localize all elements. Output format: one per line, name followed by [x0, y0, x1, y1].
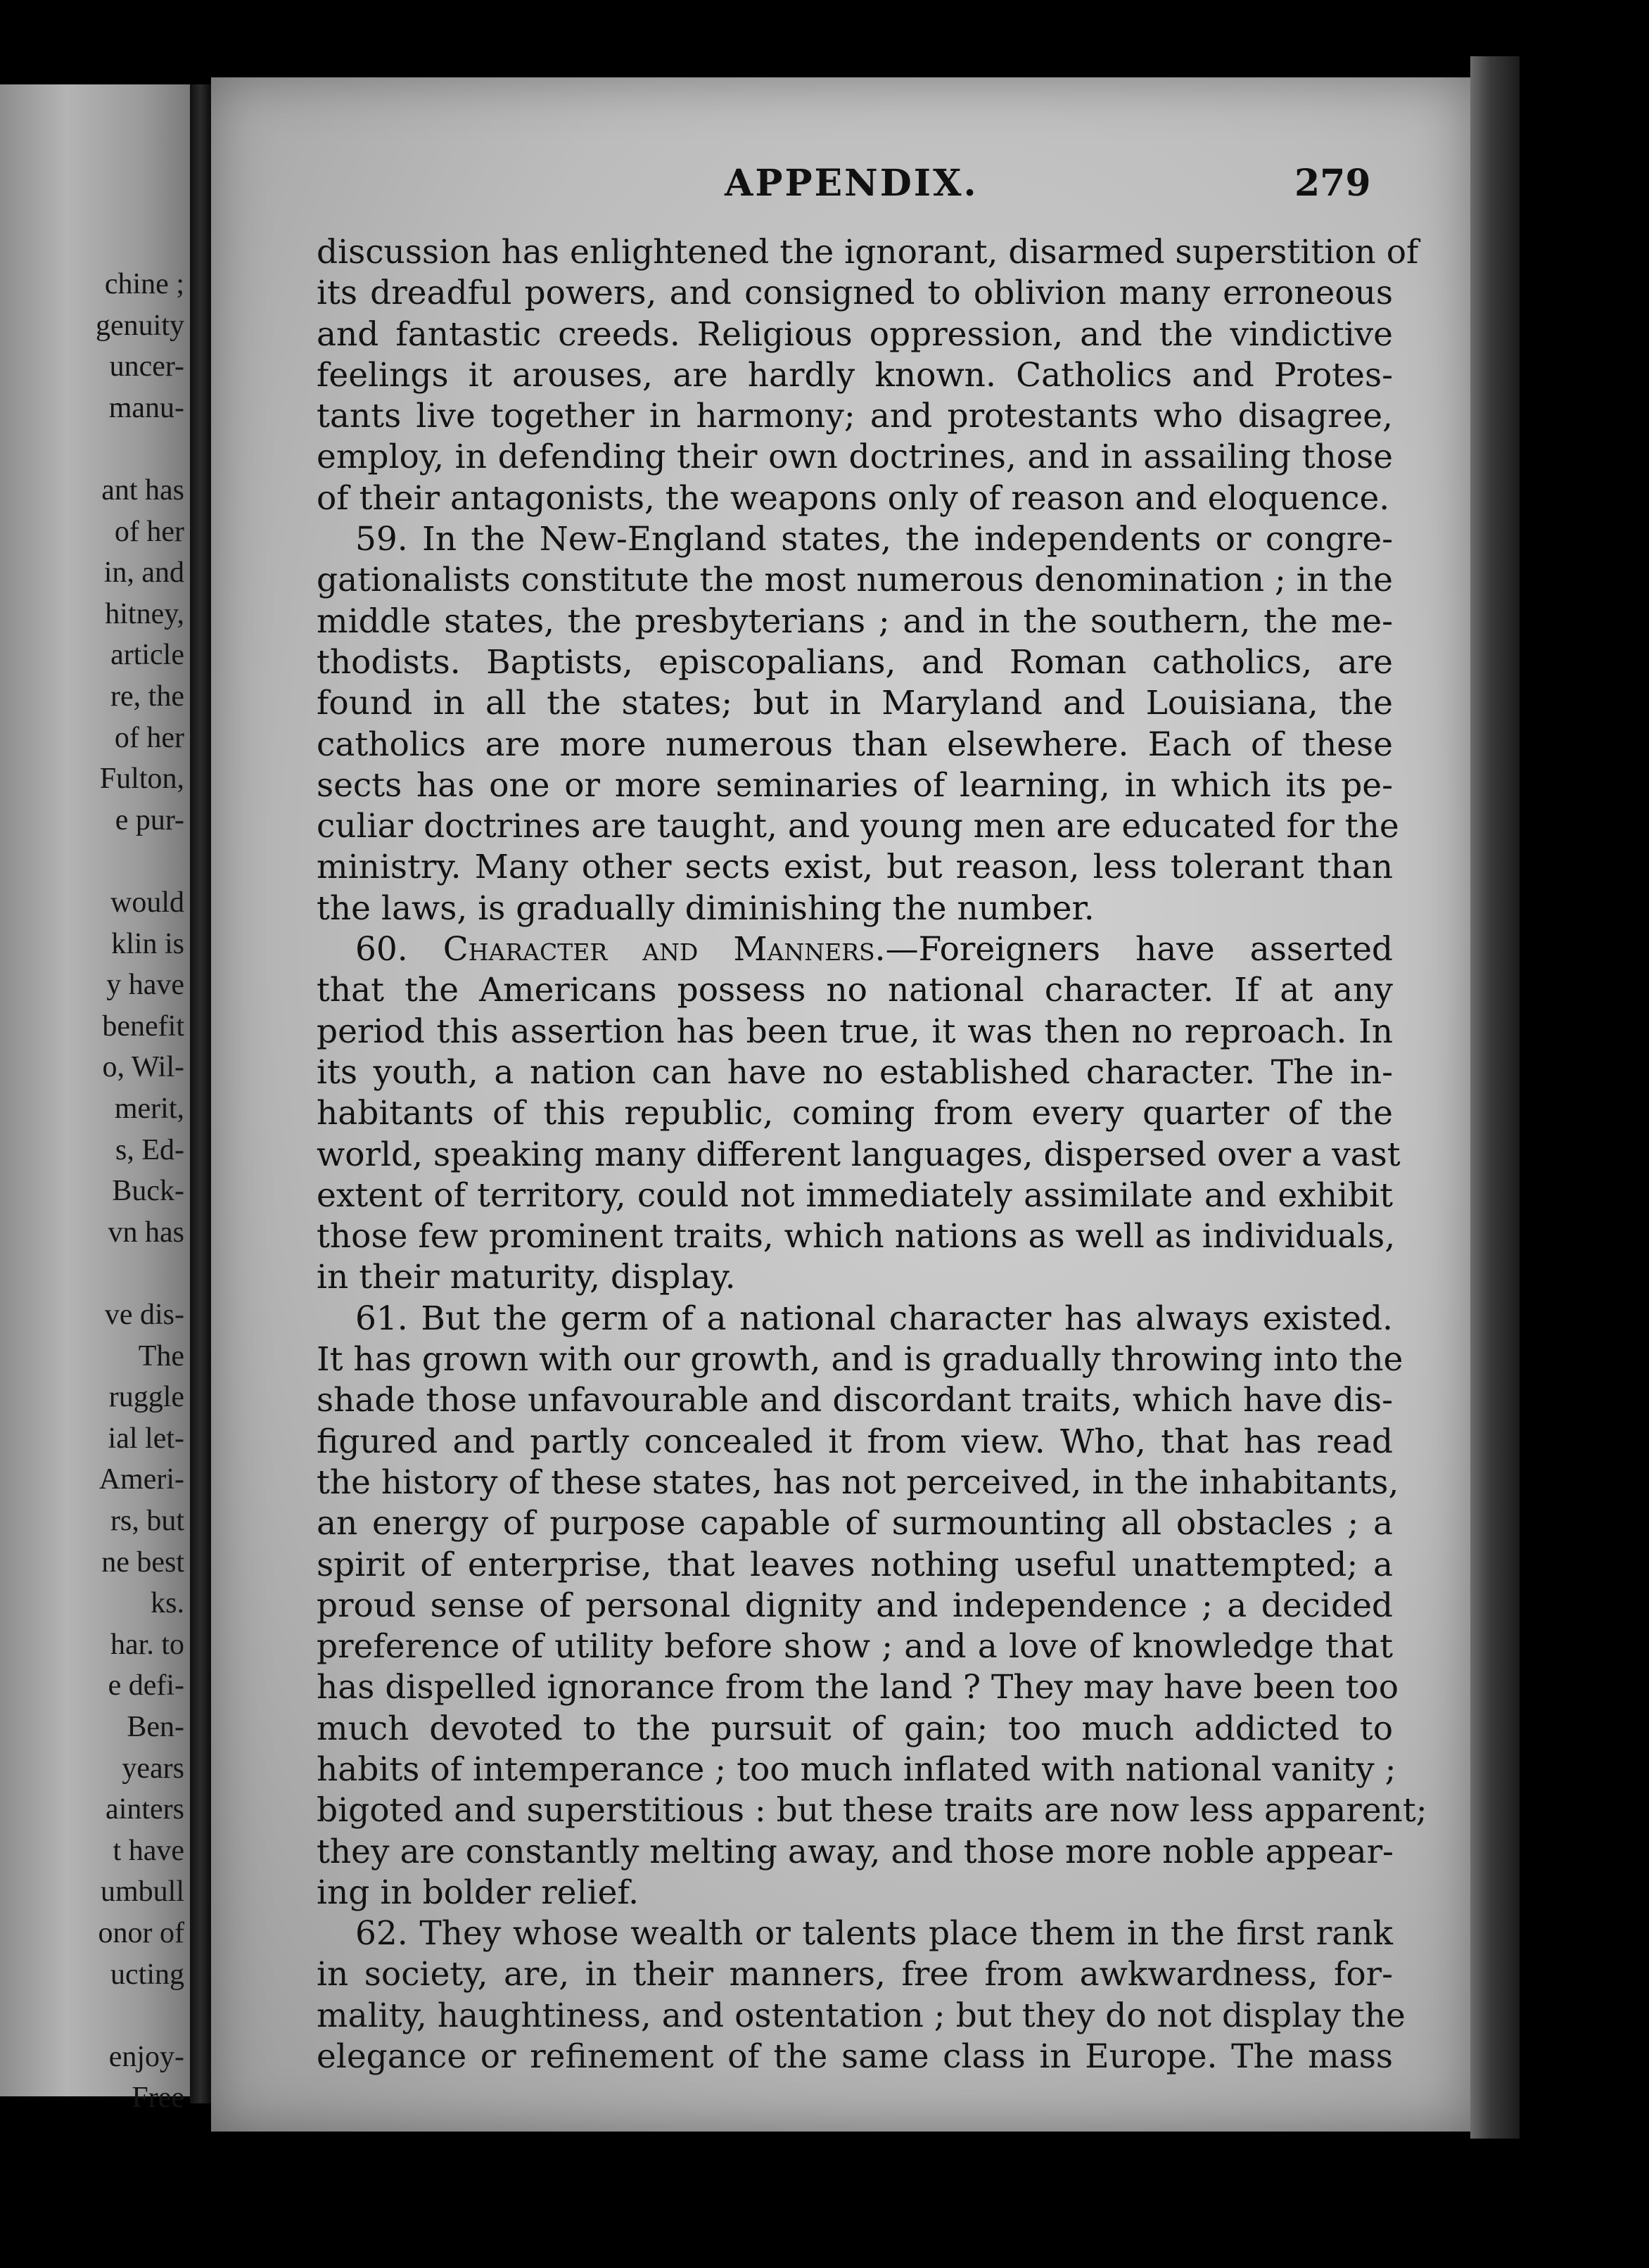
left-page-fragment: chine ;	[104, 268, 184, 300]
left-page-fragment: benefit	[102, 1009, 184, 1043]
left-page-fragment: article	[110, 639, 184, 672]
page-title: APPENDIX.	[725, 162, 979, 205]
left-page-fragment: rs, but	[110, 1505, 184, 1537]
text-line: extent of territory, could not immediately assimilate and exhibit	[317, 1176, 1393, 1215]
text-line: shade those unfavourable and discordant traits, which have dis-	[317, 1381, 1393, 1420]
text-line: found in all the states; but in Maryland and Louisiana, the	[317, 684, 1393, 723]
text-line: an energy of purpose capable of surmounting all obstacles ; a	[317, 1504, 1393, 1543]
text-line: mality, haughtiness, and ostentation ; but they do not display the	[317, 1996, 1406, 2035]
text-line: world, speaking many different languages, dispersed over a vast	[317, 1135, 1401, 1174]
left-page-fragment: klin is	[111, 927, 184, 960]
left-page-fragment: of her	[114, 721, 184, 754]
left-page-fragment: genuity	[96, 309, 184, 342]
text-line: employ, in defending their own doctrines, and in assailing those	[317, 438, 1393, 477]
text-line: its dreadful powers, and consigned to oblivion many erroneous	[317, 274, 1393, 313]
text-line: culiar doctrines are taught, and young men are educated for the	[317, 807, 1399, 846]
left-page-fragment: vn has	[108, 1216, 184, 1249]
section-heading: Character and Manners.	[443, 930, 886, 969]
text-line: figured and partly concealed it from view. Who, that has read	[317, 1422, 1393, 1461]
left-page-fragment: years	[122, 1752, 184, 1785]
left-page-fragment: The	[138, 1339, 184, 1372]
left-page-fragment: Free	[132, 2082, 184, 2115]
book-page	[211, 77, 1470, 2132]
text-line: proud sense of personal dignity and independence ; a decided	[317, 1586, 1393, 1625]
text-line: they are constantly melting away, and those more noble appear-	[317, 1832, 1394, 1871]
left-page-fragment: ainters	[106, 1793, 184, 1826]
left-page-fragment: of her	[114, 515, 184, 548]
left-page-fragment: s, Ed-	[115, 1133, 184, 1166]
page-edge	[1470, 56, 1520, 2139]
left-page-fragment: manu-	[108, 391, 184, 424]
text-line: elegance or refinement of the same class in Europe. The mass	[317, 2037, 1393, 2077]
left-page-fragment: Ameri-	[98, 1463, 184, 1496]
left-page-fragment: e defi-	[108, 1669, 184, 1702]
text-line: ministry. Many other sects exist, but reason, less tolerant than	[317, 848, 1393, 887]
text-line: period this assertion has been true, it was then no reproach. In	[317, 1012, 1393, 1051]
text-line: the laws, is gradually diminishing the number.	[317, 888, 1095, 928]
text-line: has dispelled ignorance from the land ? They may have been too	[317, 1668, 1399, 1707]
left-page-fragment: o, Wil-	[102, 1051, 184, 1084]
left-page-fragment: har. to	[110, 1628, 184, 1661]
left-page-fragment: enjoy-	[108, 2040, 184, 2073]
text-line: thodists. Baptists, episcopalians, and Roman catholics, are	[317, 642, 1393, 682]
text-line: ing in bolder relief.	[317, 1873, 639, 1912]
left-page-fragment: ial let-	[108, 1422, 184, 1455]
text-line: preference of utility before show ; and a love of knowledge that	[317, 1627, 1393, 1667]
left-page-fragment: umbull	[100, 1875, 184, 1909]
text-line: tants live together in harmony; and protestants who disagree,	[317, 397, 1393, 436]
left-page-fragment: ant has	[101, 474, 184, 507]
left-page-fragment: re, the	[110, 680, 184, 713]
left-page-fragment: Fulton,	[99, 763, 184, 796]
left-page-fragment: would	[110, 886, 184, 919]
text-line: the history of these states, has not perceived, in the inhabitants,	[317, 1463, 1399, 1502]
left-page-fragment: t have	[113, 1834, 184, 1867]
text-line: in society, are, in their manners, free from awkwardness, for-	[317, 1955, 1393, 1994]
body-text	[317, 232, 1427, 2077]
text-line: its youth, a nation can have no established character. The in-	[317, 1052, 1393, 1092]
text-line: those few prominent traits, which nations as well as individuals,	[317, 1217, 1396, 1256]
left-page-fragment: merit,	[114, 1092, 184, 1125]
text-line: It has grown with our growth, and is gradually throwing into the	[317, 1340, 1403, 1380]
text-line: bigoted and superstitious : but these traits are now less apparent;	[317, 1791, 1427, 1830]
paragraph-number: 60.	[355, 930, 443, 969]
text-line: catholics are more numerous than elsewhere. Each of these	[317, 725, 1393, 764]
left-page-fragment: ne best	[101, 1546, 184, 1579]
text-line: sects has one or more seminaries of learning, in which its pe-	[317, 765, 1393, 805]
text-line	[317, 929, 1393, 970]
text-line: 62. They whose wealth or talents place them in the first rank	[355, 1914, 1393, 1954]
text-line: in their maturity, display.	[317, 1258, 736, 1297]
previous-page-strip	[0, 84, 190, 2115]
page-number: 279	[1294, 162, 1371, 205]
text-line: spirit of enterprise, that leaves nothing useful unattempted; a	[317, 1545, 1393, 1584]
text-line: discussion has enlightened the ignorant, disarmed superstition of	[317, 233, 1419, 272]
text-line: habits of intemperance ; too much inflated with national vanity ;	[317, 1750, 1396, 1789]
left-page-fragment: Buck-	[112, 1175, 184, 1208]
left-page-fragment: e pur-	[115, 803, 184, 836]
left-page-fragment: y have	[106, 969, 184, 1002]
left-page-fragment: onor of	[98, 1917, 184, 1949]
left-page-fragment: ve dis-	[104, 1299, 184, 1331]
text-line: 59. In the New-England states, the independents or congre-	[355, 520, 1393, 559]
left-page-fragment: ks.	[151, 1587, 184, 1620]
text-line: much devoted to the pursuit of gain; too much addicted to	[317, 1709, 1393, 1748]
left-page-fragment: hitney,	[105, 597, 184, 630]
text-line: feelings it arouses, are hardly known. Catholics and Protes-	[317, 355, 1393, 395]
text-line: and fantastic creeds. Religious oppression, and the vindictive	[317, 314, 1393, 354]
text-line: habitants of this republic, coming from every quarter of the	[317, 1094, 1393, 1133]
left-page-fragment: in, and	[103, 556, 184, 590]
text-line: gationalists constitute the most numerous denomination ; in the	[317, 561, 1393, 600]
left-page-fragment: ucting	[110, 1958, 184, 1991]
left-page-fragment: Ben-	[127, 1711, 184, 1743]
line-text: —Foreigners have asserted	[885, 930, 1394, 969]
text-line: that the Americans possess no national character. If at any	[317, 971, 1393, 1010]
text-line: of their antagonists, the weapons only of reason and eloquence.	[317, 478, 1390, 518]
text-line: 61. But the germ of a national character has always existed.	[355, 1299, 1393, 1338]
book-gutter	[190, 84, 211, 2103]
text-line: middle states, the presbyterians ; and in the southern, the me-	[317, 601, 1393, 641]
left-page-fragment: uncer-	[109, 350, 184, 383]
left-page-fragment: ruggle	[108, 1381, 184, 1414]
